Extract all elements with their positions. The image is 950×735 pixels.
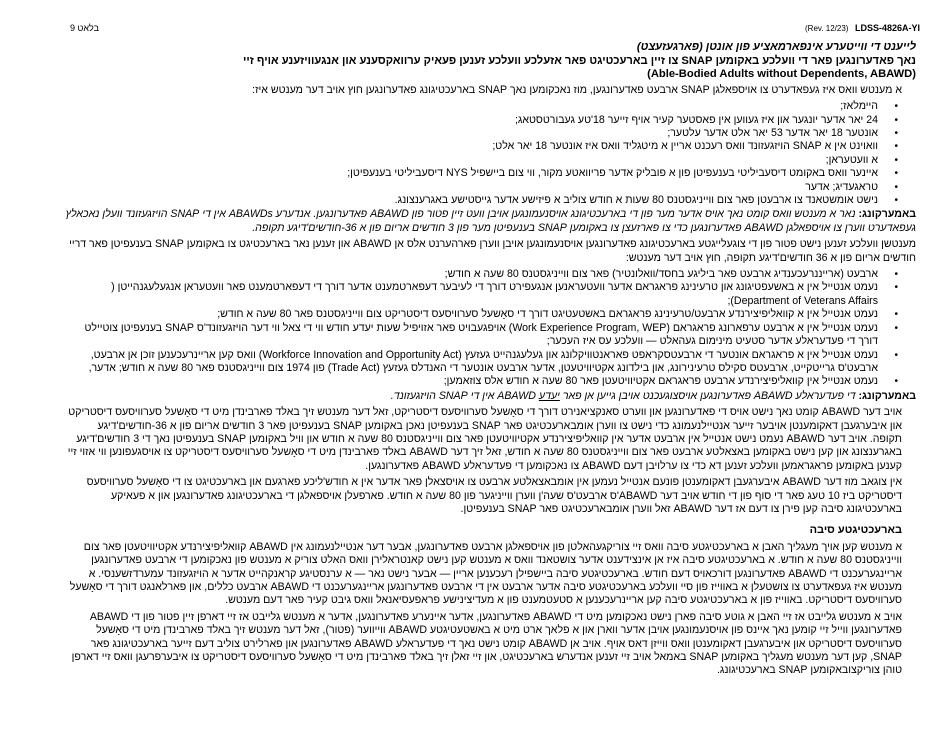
page-header: [70, 22, 920, 36]
note-underlined-word: יעדע: [538, 389, 560, 402]
contact-district-paragraph: אויב א מענטש גלייבט אז זיי האבן א גוטע סיבה פארן נישט נאכקומען מיט די ABAWD פאדערונגען, אדער איינערע פאדערונגען, אדער א מענטש גלייבט אז זיי דארפן זיין פטור פון די ABAWD פאדערונגען ווייל זיי קומען נאך איינס פון אויסנעמונגען אויבן אדער ווארן און א פלאך ארט מיט א באשטעטיגטע ABAWD ווייווער (פטור), זאל דער מענטש זיך באלד פארבינדן מיט די סאָשעל סערוויסעס דיסטריקט און איבערגעבן דאקומענטן וואס ווייזן דאס אויף. אויב אן ABAWD קומט נישט נאך די פעדעראלע ABAWD פאדערונגען און פארלירט צוליב דעם זייער בארעכטיגונג פאר SNAP, קען דער מענטש מעגליך באקומען SNAP באמאל אויב זיי זענען אנדערש בארעכטיגט, און זיי זאלן זיך באלד פארבינדן מיט די סאָשעל סערוויסעס דיסטריקט צו איבערפרעגן וואס זיי דארפן טוהן צוריקצובאקומען SNAP בארעכטיגונג.: [71, 610, 902, 677]
documentation-paragraph: אין צוגאב מוז דער ABAWD איבערגעבן דאקומענטן פונעם אנטייל נעמען אין אומבאצאלטע ארבעט צו אויסצאלן פאר אדער אין א חודש'ליכע פארגעם און בארעכטיגט צו די סאָשעל סערוויסעס דיסטריקט ביז 10 טעג פאר די סוף פון די חודש אויב דער ABAWD'ס ארבעט'ס שעה'ן ווערן ווייניגער פון 80 שעה א חודש. פארפעלן אויספאלגן די בארעכטיגונג פאדערונגען און א פעאיקע בארעכטיגונג סיבה קען פירן צו דעם אז דער ABAWD זאל ווערן אומבארעכטיגט פאר SNAP בענעפיטן.: [86, 476, 902, 515]
note-text: די פעדעראלע ABAWD פאדערונגען אויסצוגעכנט אויבן גייען אן פאר: [559, 389, 859, 402]
revision-date: (Rev. 12/23): [805, 24, 849, 33]
list-item: • נעמט אנטייל אין קוואליפיצירנדע ארבעט פראגראם אקטיוויטעטן פאר 80 שעה א חודש אלס צוזאמען;: [64, 375, 878, 388]
note-every-abawd: [64, 390, 916, 403]
note-label: באמערקונג:: [858, 389, 916, 402]
list-item: • אונטער 18 יאר אדער 53 יאר אלט אדער עלטער;: [64, 127, 878, 140]
time-limit-paragraph: מענטשן וועלכע זענען נישט פטור פון די צוגעלייגטע בארעכטיגונג פאדערונגען אויסנעמונגען אויבן ווערן פארהערנט אלס אן ABAWD און זענען נאר בארעכטיגט צו באקומען SNAP בענעפיטן פאר דריי חודשים אריום פון א 36 חודשים'דיגע תקופה, חוץ אויב דער מענטש:: [69, 238, 916, 264]
list-item: • טראגעדיג; אדער: [64, 181, 878, 194]
title-line-continued: לייענט די ווייטערע אינפארמאציע פון אונטן (פארגעזעצט): [636, 41, 916, 53]
note-label: באמערקונג:: [858, 208, 916, 221]
note-exemptions: [64, 208, 916, 235]
page-number: בלאט 9: [70, 23, 100, 33]
list-item: • נעמט אנטייל אין א באשעפטיגונג און טרעינינג פראגראם אדער וועטעראנען אנגעפירט דורך די לעיבער דעפארטמענט אדער דורך די דעפארטמענט פאר וועטעראן אנגעלעגנהייטן ( Department of Veterans Affairs);: [64, 281, 878, 308]
title-line-abawd: (Able-Bodied Adults without Dependents, ABAWD): [647, 68, 916, 81]
note-text-end: ABAWD אין די SNAP הויזגעזונד.: [390, 389, 539, 402]
form-code: LDSS-4826A-YI: [854, 23, 920, 33]
list-item: • נישט אומשטאנד צו ארבעטן פאר צום ווייניגסטנס 80 שעות א חודש צוליב א פיזישע אדער גייסטישע באגרענצונג.: [64, 194, 878, 207]
good-cause-paragraph: א מענטש קען אויך מעגליך האבן א בארעכטיגטע סיבה וואס זיי צוריקגעהאלטן פון אויספאלגן ארבעט פאדערונגען, אבער דער אנטיילנעמונג אין ABAWD קוואליפיצירנדע אקטיוויטעטן פאר צום ווייניגסטנס 80 שעה א חודש. א בארעכטיגטע סיבה איז אן אינצידענט אדער צושטאנד וואס א מענטש קען נישט קאנטראלירן וואס האלט צוריק א מענטש פון נאכקומען די ארבעט פאדערונגען אריינגערעכנט די ABAWD פאדערונגען דורכאויס דעם חודש. בארעכטיגטע סיבה ביישפילן רעכענען אריין — אבער נישט נאר — א ערנסטיגע קראנקהייט אדער א הויזגעזונד עמערדזשענסי. א מענטש איז געפאדערט צו צושטעלן א באווייז פון סיי וועלכע בארעכטיגטע סיבה אדער ארבעט אין די ארבעט פאדערונגען אריינגערעכנט די ABAWD ארבעט כללים, און פארלאנגט דורך די סאָשעל סערוויסעס דיסטריקט. באווייז פון א בארעכטיגטע סיבה קען אריינרעכענען א סטעטמענט פון א מעדיצינישע פראפעסיאנאל וואס גיבט קעיר פאר דעם מענטש.: [69, 540, 902, 607]
list-item: • א וועטעראן;: [64, 154, 878, 167]
list-item: • איינער וואס באקומט דיסעביליטי בענעפיטן פון א פובליק אדער פריוואטע מקור, ווי צום ביישפיל NYS דיסעביליטי בענעפיטן;: [64, 167, 878, 180]
list-item: • נעמט אנטייל אין א ארבעט ערפארונג פראגראם (Work Experience Program, WEP) אויפגעבויט פאר אזויפיל שעות יעדע חודש ווי די צאל ווי דער הויזגעזונד'ס SNAP בענעפיטן צוטיילט דורך די פעדעראלע אדער סטעיט מינימום געהאלט — וועלכע עס איז העכער;: [64, 322, 878, 349]
exemption-list: [64, 100, 916, 207]
document-body: [64, 41, 916, 678]
section-heading: בארעכטיגטע סיבה: [809, 524, 902, 537]
work-requirement-list: [64, 268, 916, 389]
list-item: • היימלאז;: [64, 100, 878, 113]
form-identifier: [805, 22, 920, 35]
list-item: • נעמט אנטייל אין א קוואליפיצירנדע ארבעט/טרעינינג פראגראם באשטעטיגט דורך די סאָשעל סערוויסעס דיסטריקט צום ווייניגסטנס פאר 80 שעה א חודש;: [64, 308, 878, 321]
sanction-paragraph: אויב דער ABAWD קומט נאך נישט אויס די פאדערונגען און ווערט סאנקציאנירט דורך די סאָשעל סערוויסעס דיסטריקט, זאל דער מענטש זיך באלד פארבינדן מיט די סאָשעל סערוויסעס דיסטריקט און איבערגעבן דאקומענטן אויבער זייער אנטיילנעמונג כדי נישט צו ווערן אומבארעכטיגט פאר SNAP בענעפיטן נאכן באקומען SNAP בענעפיטן פאר 3 חודשים אריום פון א 36-חודשים'דיגע תקופה. אויב דער ABAWD נעמט נישט אנטייל אין ארבעט אדער אין קוואליפיצירנדע אקטיוויטעטן פאר צום ווייניגסטנס 80 שעה א חודש און וויל באקומען SNAP בענעפיטן נאך די 3 חודשים'דיגע באגרענצונג און קען נישט באקומען באצאלטע ארבעט פאר צום ווייניגסטנס 80 שעה א חודש, זאל זיך דער ABAWD באלד פארבינדן מיט די סאָשעל סערוויסעס דיסטריקט צו אויסגעפונען ווי אזוי זיי קענען באקומען פראגראמען וועלכע זענען דא כדי צו ערלויבן דעם ABAWD צו נאכקומען די פעדעראלע ABAWD פאדערונגען.: [67, 406, 902, 472]
list-item: • נעמט אנטייל אין א פראגראם אונטער די ארבעטסקראפט פאראנטוויקלונג און געלעגנהייט געזעץ (Workforce Innovation and Opportunity Act) וואס קען אריינרעכענען זוכן אן ארבעט, ארבעט'ס גרייטקייט, ארבעטס סקילס טרעינירונג, און בילדונג אקטיוויטעטן, אדער ארבעט אונטער די האנדלס געזעץ (Trade Act) פון 1974 צום ווייניגסטנס פאר 80 שעה א חודש; אדער,: [64, 349, 878, 376]
note-text: נאר א מענטש וואס קומט נאך אויס אדער מער פון די בארעכטיגונג אויסנעמונגען אויבן וועט זיין פטור פון ABAWD פאדערונגען. אנדערע ABAWDs אין די SNAP הויזגעזונד וועלן נאכאלץ געפאדערט ווערן צו אויספאלגן ABAWD פאדערונגען כדי צו פארזעצן צו באקומען SNAP בענעפיטן מער פון 3 חודשים אריום פון א 36-חודשים'דיגע תקופה.: [65, 208, 916, 234]
document-title: [64, 41, 916, 82]
list-item: • וואוינט אין א SNAP הויזגעזונד וואס רעכנט אריין א מיטגליד וואס איז אונטער 18 יאר אלט;: [64, 140, 878, 153]
title-line-main: נאך פאדערונגען פאר די וועלכע באקומען SNAP צו זיין בארעכטיגט פאר אזעלכע וועלכע זענען פעאיק ערוואקסענע און אנגעוויזענע אויף זיי: [242, 54, 916, 67]
list-item: • ארבעט (ארייננרעכענדיג ארבעט פאר ביליגע בחסד/וואלונטיר) פאר צום ווייניגסטנס 80 שעה א חודש;: [64, 268, 878, 281]
intro-paragraph: א מענטש וואס איז געפאדערט צו אויספאלגן SNAP ארבעט פאדערונגען, מוז נאכקומען נאך SNAP בארעכטיגונג פאדערונגען חוץ אויב דער מענטש איז:: [252, 83, 902, 96]
list-item: • 24 יאר אדער יונגער און איז געווען אין פאסטער קעיר אויף זייער 18'טע געבורטסטאג;: [64, 114, 878, 127]
